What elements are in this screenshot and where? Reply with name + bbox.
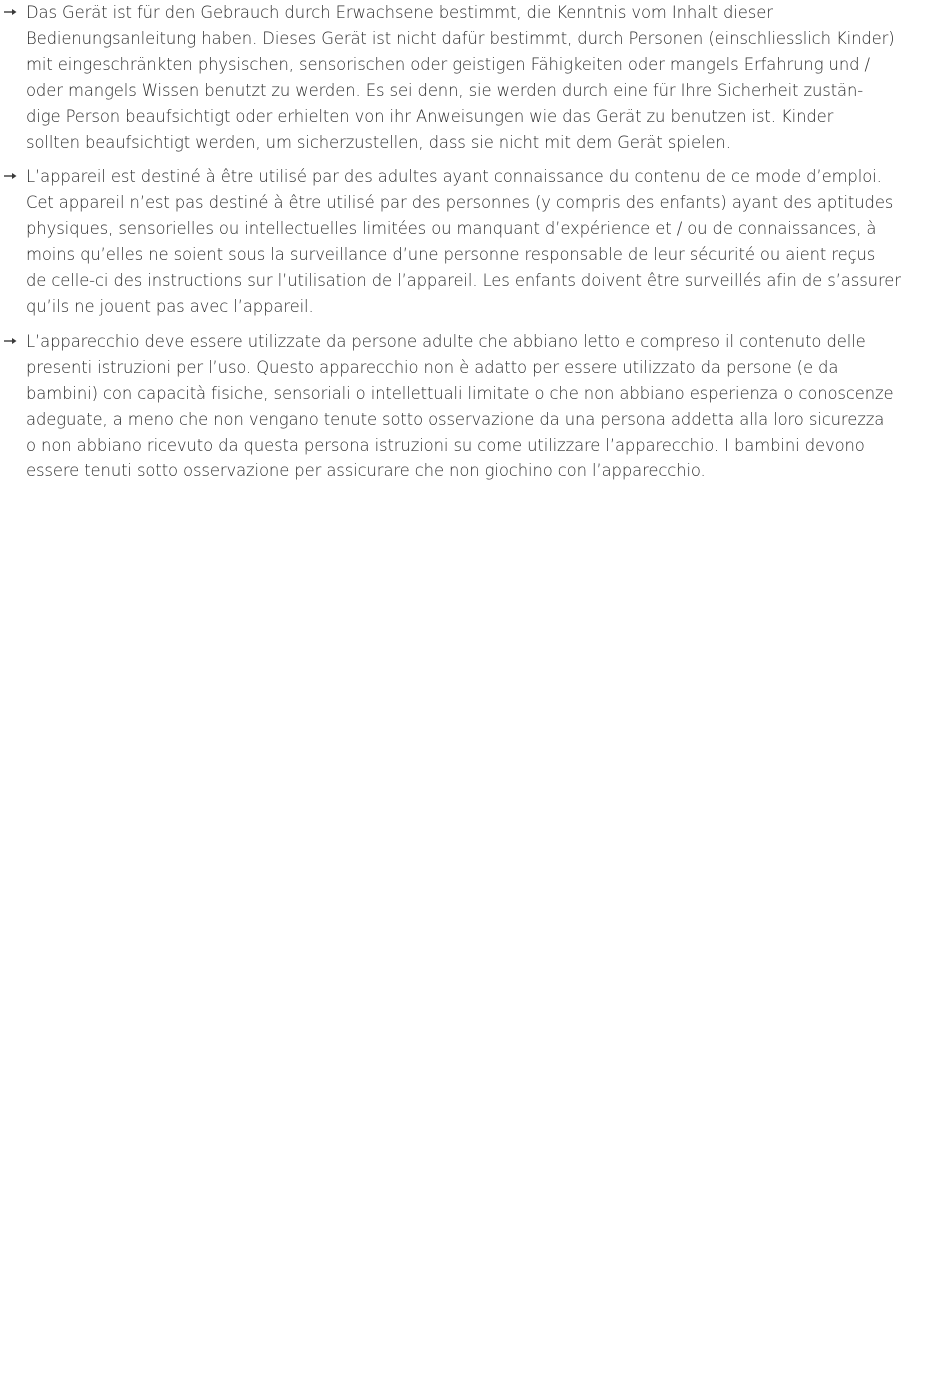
safety-note-text: [26, 0, 900, 155]
text-line: L’apparecchio deve essere utilizzate da persone adulte che abbiano letto e compreso il contenuto delle: [26, 331, 866, 351]
text-line: o non abbiano ricevuto da questa persona istruzioni su come utilizzare l’apparecchio. I bambini devono: [26, 435, 865, 455]
text-line: sollten beaufsichtigt werden, um sicherzustellen, dass sie nicht mit dem Gerät spielen.: [26, 132, 731, 152]
text-line: de celle-ci des instructions sur l’utilisation de l’appareil. Les enfants doivent être surveillés afin de s’assurer: [26, 271, 901, 291]
text-line: physiques, sensorielles ou intellectuelles limitées ou manquant d’expérience et / ou de connaissances, à: [26, 219, 877, 239]
text-line: Cet appareil n’est pas destiné à être utilisé par des personnes (y compris des enfants) ayant des aptitudes: [26, 193, 894, 213]
arrow-right-icon: [4, 7, 18, 17]
safety-note-it: [0, 329, 900, 484]
text-line: dige Person beaufsichtigt oder erhielten von ihr Anweisungen wie das Gerät zu benutzen ist. Kinder: [26, 106, 834, 126]
text-line: qu’ils ne jouent pas avec l’appareil.: [26, 296, 314, 316]
text-line: oder mangels Wissen benutzt zu werden. Es sei denn, sie werden durch eine für Ihre Sicherheit zustän-: [26, 80, 864, 100]
text-line: bambini) con capacità fisiche, sensoriali o intellettuali limitate o che non abbiano esperienza o conoscenze: [26, 383, 894, 403]
safety-note-text: [26, 329, 900, 484]
safety-note-text: [26, 164, 900, 319]
safety-notes-list: [0, 0, 900, 493]
text-line: moins qu’elles ne soient sous la surveillance d’une personne responsable de leur sécurité ou aient reçus: [26, 245, 876, 265]
text-line: essere tenuti sotto osservazione per assicurare che non giochino con l’apparecchio.: [26, 461, 706, 481]
safety-note-fr: [0, 164, 900, 319]
text-line: adeguate, a meno che non vengano tenute sotto osservazione da una persona addetta alla loro sicurezza: [26, 409, 885, 429]
text-line: L’appareil est destiné à être utilisé par des adultes ayant connaissance du contenu de ce mode d’emploi.: [26, 167, 882, 187]
text-line: mit eingeschränkten physischen, sensorischen oder geistigen Fähigkeiten oder mangels Erfahrung und /: [26, 54, 870, 74]
arrow-right-icon: [4, 171, 18, 181]
text-line: Das Gerät ist für den Gebrauch durch Erwachsene bestimmt, die Kenntnis vom Inhalt dieser: [26, 3, 773, 22]
text-line: presenti istruzioni per l’uso. Questo apparecchio non è adatto per essere utilizzato da persone (e da: [26, 357, 839, 377]
safety-note-de: [0, 0, 900, 155]
text-line: Bedienungsanleitung haben. Dieses Gerät ist nicht dafür bestimmt, durch Personen (einschliesslich Kinder): [26, 28, 895, 48]
arrow-right-icon: [4, 336, 18, 346]
